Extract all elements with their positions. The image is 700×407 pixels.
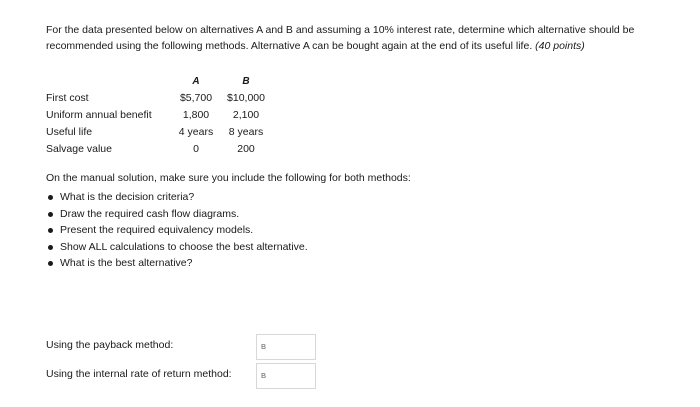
header-b: B [242,76,250,87]
value-b: 8 years [228,126,264,138]
requirements-list [46,189,308,272]
list-item [46,255,308,272]
list-item [46,222,308,239]
value-b: 2,100 [232,109,260,121]
alternatives-table [46,73,272,158]
list-item-text: What is the best alternative? [60,257,193,269]
irr-label: Using the internal rate of return method: [46,368,232,380]
table-row [46,141,272,158]
list-item [46,239,308,256]
bullet-icon [48,245,53,250]
payback-answer-box[interactable] [256,334,316,360]
list-item-text: What is the decision criteria? [60,191,195,203]
bullet-icon [48,195,53,200]
value-a: 0 [193,143,199,155]
table-row [46,90,272,107]
bullet-icon [48,212,53,217]
points-label: (40 points) [535,40,585,52]
list-item [46,189,308,206]
bullet-icon [48,261,53,266]
problem-text: For the data presented below on alternatives A and B and assuming a 10% interest rate, determine which alternative should be recommended using the following methods. Alternative A can be bought again at the end of its useful life. [46,24,635,52]
header-a: A [192,76,200,87]
list-item-text: Show ALL calculations to choose the best alternative. [60,240,308,253]
problem-statement [46,22,686,54]
payback-answer-marker: B [261,344,267,351]
bullet-icon [48,228,53,233]
row-label: Useful life [46,126,93,138]
list-item-text: Present the required equivalency models. [60,224,254,236]
value-a: 4 years [178,126,214,138]
payback-label: Using the payback method: [46,339,174,351]
header-blank [46,73,172,90]
table-row [46,124,272,141]
value-b: $10,000 [227,92,265,104]
value-a: 1,800 [182,109,210,121]
row-label: Uniform annual benefit [46,109,152,121]
row-label: Salvage value [46,143,112,155]
table-row [46,107,272,124]
irr-answer-marker: B [261,373,267,380]
value-a: $5,700 [179,92,213,104]
row-label: First cost [46,92,89,104]
list-item-text: Draw the required cash flow diagrams. [60,207,240,220]
value-b: 200 [237,143,255,155]
list-item [46,206,308,223]
instructions-text: On the manual solution, make sure you include the following for both methods: [46,172,411,184]
irr-answer-box[interactable] [256,363,316,389]
table-header-row [46,73,272,90]
